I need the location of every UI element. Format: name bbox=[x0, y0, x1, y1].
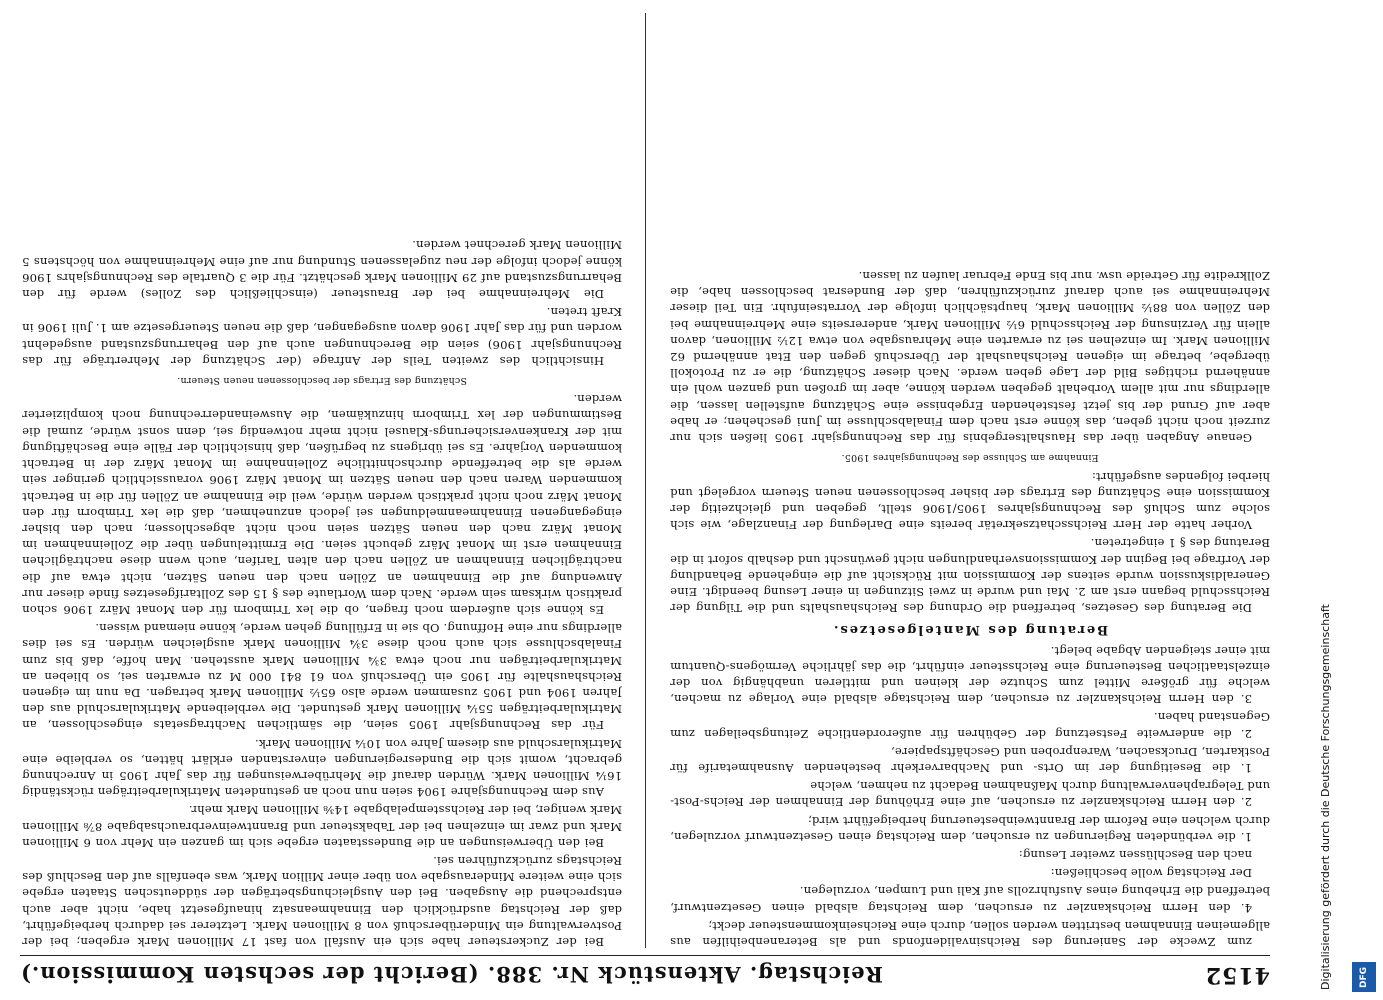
running-head: Reichstag. Aktenstück Nr. 388. (Bericht der sechsten Kommission.) bbox=[20, 962, 883, 988]
paragraph: Hinsichtlich des zweiten Teils der Anfrage (der Schätzung der Mehrerträge für das Rechnungsjahr 1906) seien die Berechnungen auch auf den Beharrungszustand ausgedehnt worden und für das Jahr 1906 davon ausgegangen, daß die neuen Steuergesetze am 1. Juli 1906 in Kraft treten. bbox=[22, 305, 622, 368]
paragraph: Bei der Zuckersteuer habe sich ein Ausfall von fast 17 Millionen Mark ergeben; bei der Postverwaltung ein Minderüberschuß von 8 Millionen Mark. Letzterer sei dadurch herbeigeführt, daß der Reichstag ausdrücklich den Einnahmeansatz hinaufgesetzt habe, nicht aber auch entsprechend die Ausgaben. Bei den Ausgleichungsbeträgen der süddeutschen Staaten ergebe sich eine weitere Minderausgabe von über einer Million Mark, was ebenfalls auf den Beschluß des Reichstags zurückzuführen sei. bbox=[22, 853, 622, 949]
paragraph: 2. den Herrn Reichskanzler zu ersuchen, auf eine Erhöhung der Einnahmen der Reichs-Post- und Telegraphenverwaltung durch Maßnahmen Bedacht zu nehmen, welche bbox=[670, 779, 1270, 810]
paragraph: Die Beratung des Gesetzes, betreffend die Ordnung des Reichshaushalts und die Tilgung der Reichsschuld begann erst am 2. Mai und wurde in zwei Sitzungen in einer Lesung beendigt. Eine Generaldiskussion wurde seitens der Kommission mit Rücksicht auf die eingehende Behandlung der Vorfrage bei Beginn der Kommissionsverhandlungen nicht gewünscht und deshalb sofort in die Beratung des § 1 eingetreten. bbox=[670, 536, 1270, 616]
digitization-credit bbox=[1305, 0, 1345, 1000]
paragraph: 4. den Herrn Reichskanzler zu ersuchen, dem Reichstag alsbald einen Gesetzentwurf, betreffend die Erhebung eines Ausfuhrzolls auf Kali und Lumpen, vorzulegen. bbox=[670, 884, 1270, 915]
column-divider bbox=[645, 13, 646, 948]
paragraph: 1. die Beseitigung der im Orts- und Nachbarverkehr bestehenden Ausnahmetarife für Postkarten, Drucksachen, Warenproben und Geschäftspapiere, bbox=[670, 744, 1270, 775]
right-column bbox=[22, 10, 622, 950]
header-rule bbox=[20, 955, 1270, 956]
paragraph: Der Reichstag wolle beschließen: bbox=[1050, 866, 1252, 881]
paragraph: Es könne sich außerdem noch fragen, ob die lex Trimborn für den Monat März 1906 schon praktisch wirksam sein werde. Nach dem Wortlaute des § 15 des Zolltarifgesetzes finde dieser nur Anwendung auf die Einnahmen an Zöllen nach den neuen Sätzen, nicht etwa auf die nachträglichen Einnahmen an Zöllen nach den alten Tarifen, auch wenn diese nachträglichen Einnahmen erst im Monat März gebucht seien. Die Ermittelungen über die Zolleinnahmen im Monat März nach den neuen Sätzen seien noch nicht abgeschlossen; nach den bisher eingegangenen Einnahmeanmeldungen sei jedoch anzunehmen, daß die lex Trimborn für den Monat März noch nicht praktisch werden würde, weil die Einnahme an Zöllen für die in Betracht kommenden Waren nach den neuen Sätzen im Monat März 1906 voraussichtlich geringer sein werde als die betreffende durchschnittliche Zolleinnahme im Monat März der in Betracht kommenden Vorjahre. Es sei übrigens zu begrüßen, daß hinsichtlich der Fälle eine Beschäftigung mit der Krankenversicherungs-Klausel nicht mehr notwendig sei, denn sonst würde, zumal die Bestimmungen der lex Trimborn hinzukämen, die Ausweinanderrechnung noch komplizierter werden. bbox=[22, 392, 622, 617]
subsection-caption: Schätzung des Ertrags der beschlossenen neuen Steuern. bbox=[177, 375, 467, 387]
paragraph: Genaue Angaben über das Haushaltsergebnis für das Rechnungsjahr 1905 ließen sich nur zurzeit noch nicht geben, das könne erst nach dem Finalabschlusse im Juni geschehen; er habe aber auf Grund der bis jetzt feststehenden Ergebnisse eine Schätzung aufstellen lassen, die allerdings nur mit allem Vorbehalt gegeben werden könne, aber im großen und ganzen wohl ein annähernd richtiges Bild der Lage geben werde. Nach dieser Schätzung, die er zu Protokoll übergebe, betrage im eigenen Reichshaushalt der Überschuß gegen den Etat annähernd 62 Millionen Mark. Im einzelnen sei zu erwarten eine Mehrausgabe von etwa 12½ Millionen, davon allein für Verzinsung der Reichsschuld 6½ Millionen Mark, andererseits eine Mehreinnahme bei den Zöllen von 88½ Millionen Mark, hauptsächlich infolge der Vorratseinfuhr. Ein Teil dieser Mehreinnahme sei auch darauf zurückzuführen, daß der Bundesrat beschlossen habe, die Zollkredite für Getreide usw. nur bis Ende Februar laufen zu lassen. bbox=[670, 269, 1270, 446]
dfg-logo: DFG bbox=[1352, 962, 1376, 992]
paragraph: Für das Rechnungsjahr 1905 seien, die sämtlichen Nachtragsetats eingeschlossen, an Matrikularbeiträgen 55¼ Millionen Mark gestundet. Die verbleibende Matrikularschuld aus den Jahren 1904 und 1905 zusammen werde also 65½ Millionen Mark betragen. Da nun im eigenen Reichshaushalte für 1905 ein Überschuß von 61 841 000 M zu erwarten sei, so blieben an Matrikularbeiträgen nur noch etwa 3¾ Millionen Mark ausstehen. Man hoffe, daß bis zum Finalabschlusse sich auch noch diese 3¾ Millionen Mark ausgleichen würden. Es sei dies allerdings nur eine Hoffnung. Ob sie in Erfüllung gehen werde, könne niemand wissen. bbox=[22, 621, 622, 733]
page-header bbox=[20, 960, 1270, 990]
paragraph: Die Mehreinnahme bei der Brausteuer (einschließlich des Zolles) werde für den Beharrungszustand auf 29 Millionen Mark geschätzt. Für die 3 Quartale des Rechnungsjahrs 1906 könne jedoch infolge der neu zugelassenen Stundung nur auf eine Mehreinnahme von höchstens 5 Millionen Mark gerechnet werden. bbox=[22, 238, 622, 302]
paragraph: nach den Beschlüssen zweiter Lesung: bbox=[1018, 847, 1252, 862]
paragraph: zum Zwecke der Sanierung des Reichsinvalidenfonds und als Beteranenbeihilfen aus allgemeinen Einnahmen bestritten werden sollen, durch eine Reichseinkommensteuer deckt; bbox=[670, 918, 1270, 949]
paragraph: Vorher hatte der Herr Reichsschatzsekretär bereits eine Darlegung der Finanzlage, wie sich solche zum Schluß des Rechnungsjahres 1905/1906 stellt, gegeben und gleichzeitig der Kommission eine Schätzung des Ertrags der bisher beschlossenen neuen Steuern vorgelegt und hierbei folgendes ausgeführt: bbox=[670, 469, 1270, 533]
paragraph: Aus dem Rechnungsjahre 1904 seien nun noch an gestundeten Matrikularbeiträgen rückständig 16¼ Millionen Mark. Würden darauf die Mehrüberweisungen für das Jahr 1905 in Anrechnung gebracht, womit sich die Bundesregierungen einverstanden erklärt hätten, so verbleibe eine Matrikularschuld aus diesem Jahre von 10¼ Millionen Mark. bbox=[22, 736, 622, 800]
paragraph: Bei den Überweisungen an die Bundesstaaten ergebe sich im ganzen ein Mehr von 6 Millionen Mark und zwar im einzelnen bei der Tabaksteuer und Branntweinverbrauchsabgabe 8⅞ Millionen Mark weniger, bei der Reichsstempelabgabe 14⅜ Millionen Mark mehr. bbox=[22, 803, 622, 850]
credit-text: Digitalisierung gefördert durch die Deutsche Forschungsgemeinschaft bbox=[1319, 604, 1332, 990]
page-number: 4152 bbox=[1204, 962, 1270, 988]
paragraph: 2. die anderweite Festsetzung der Gebühren für außerordentliche Zeitungsbeilagen zum Gegenstand haben. bbox=[670, 710, 1270, 741]
paragraph: 1. die verbündeten Regierungen zu ersuchen, dem Reichstag einen Gesetzentwurf vorzulegen, durch welchen eine Reform der Branntweinbesteuerung herbeigeführt wird; bbox=[670, 813, 1270, 844]
paragraph: 3. den Herrn Reichskanzler zu ersuchen, dem Reichstage alsbald eine Vorlage zu machen, welche für größere Mittel zum Schutze der kleinen und mittleren unabhängig von der einzelstaatlichen Besteuerung eine Reichssteuer einführt, die das jährliche Vermögens-Quantum mit einer steigenden Abgabe belegt. bbox=[670, 643, 1270, 707]
section-heading: Beratung des Mantelgesetzes. bbox=[831, 622, 1109, 638]
subsection-caption: Einnahme am Schlusse des Rechnungsjahres 1905. bbox=[841, 452, 1099, 464]
left-column bbox=[670, 10, 1270, 950]
